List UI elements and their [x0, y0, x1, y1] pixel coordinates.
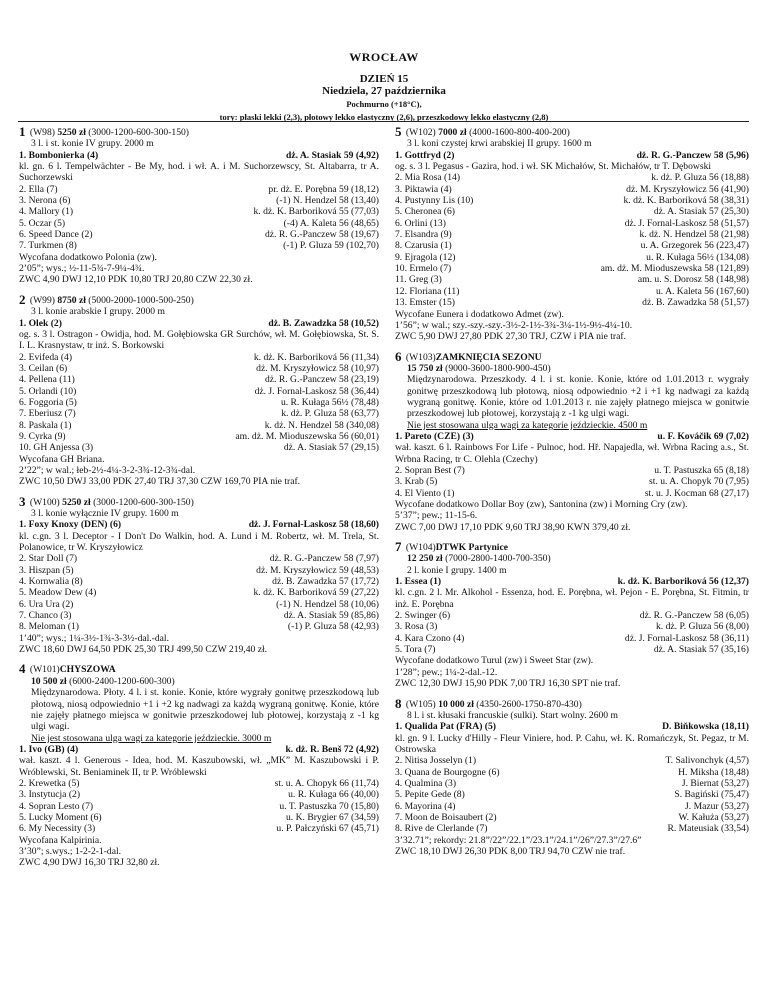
placing-row — [19, 565, 379, 576]
placing-row — [19, 408, 379, 419]
horse-name: 8. Paskala (1) — [19, 419, 72, 431]
race-name: DTWK Partynice — [435, 542, 508, 554]
result-text: ZWC 5,90 DWJ 27,80 PDK 27,30 TRJ, CZW i PIA nie traf. — [395, 331, 626, 343]
horse-name: 1. Olek (2) — [19, 317, 62, 329]
horse-name: 4. Mallory (1) — [19, 206, 74, 218]
jockey-weight-odds: dż. R. G.-Panczew 58 (19,67) — [264, 229, 379, 241]
placing-row — [19, 431, 379, 442]
jockey-weight-odds: k. dż. K. Barboriková 58 (38,31) — [623, 195, 749, 207]
horse-name: 6. Foggoria (5) — [19, 396, 77, 408]
race-code: (W102) — [405, 127, 436, 138]
horse-name: 5. Lucky Moment (6) — [19, 811, 102, 823]
placing-row — [395, 488, 749, 499]
winner-row — [395, 431, 749, 442]
winner-row — [395, 576, 749, 587]
horse-name: 6. Mayorina (4) — [395, 800, 456, 812]
race-prize: 8750 zł — [57, 294, 86, 306]
horse-name: 2. Nitisa Josselyn (1) — [395, 755, 477, 767]
horse-name: 5. Pepite Gede (8) — [395, 789, 465, 801]
winner-row — [19, 150, 379, 161]
race-prize-split: (4350-2600-1750-870-430) — [476, 698, 582, 710]
winner-row — [19, 744, 379, 755]
placing-row — [395, 240, 749, 251]
jockey-weight-odds: dż. B. Zawadzka 57 (17,72) — [272, 576, 379, 588]
result-text: wał. kaszt. 6 l. Rainbows For Life - Pulnoc, hod. Hř. Napajedla, wł. Wrbna Racing a.s., St. Wrbna Racing, tr C. Olehla (Czechy) — [395, 442, 749, 465]
horse-name: 3. Krab (5) — [395, 476, 438, 488]
jockey-weight-odds: am. dż. M. Mioduszewska 58 (121,89) — [600, 263, 749, 275]
left-column — [19, 126, 379, 877]
jockey-weight-odds: u. A. Grzegorek 56 (223,47) — [640, 240, 749, 252]
horse-name: 2. Krewetka (5) — [19, 777, 80, 789]
jockey-weight-odds: pr. dż. E. Porębna 59 (18,12) — [268, 183, 379, 195]
jockey-weight-odds: dż. R. G.-Panczew 58 (5,96) — [636, 149, 749, 161]
race-number: 2 — [19, 291, 26, 307]
placing-row — [395, 184, 749, 195]
race-prize: 5250 zł — [57, 127, 86, 138]
placing-row — [19, 621, 379, 632]
day-title: DZIEŃ 15 — [359, 73, 409, 85]
placing-row — [19, 195, 379, 206]
race-conditions: 8 l. i st. kłusaki francuskie (sulki). Start wolny. 2600 m — [407, 709, 618, 721]
jockey-weight-odds: J. Mazur (53,27) — [685, 800, 749, 812]
jockey-weight-odds: dż. J. Fornal-Laskosz 58 (36,44) — [254, 385, 379, 397]
horse-name: 3. Instytucja (2) — [19, 789, 81, 801]
race-description: Międzynarodowa. Przeszkody. 4 l. i st. konie. Konie, które od 1.01.2013 r. wygrały gonitwę przeszkodową lub płotową, niosą odpowiednio +2 i +1 kg nadwagi za każdą wygraną gonitwę. Konie, które od 1.01.2013 r. nie zajęły płatnego miejsca w gonitwie przeszkodowej lub płotowej, korzystają z -1 kg ulgi wagi. — [407, 374, 749, 420]
placing-row — [395, 286, 749, 297]
race-prize-split: (5000-2000-1000-500-250) — [88, 294, 194, 306]
placing-row — [19, 420, 379, 431]
jockey-weight-odds: dż. R. G.-Panczew 58 (6,05) — [639, 610, 749, 622]
race-description-note: Nie jest stosowana ulga wagi za kategorie jeździeckie. 3000 m — [31, 732, 272, 744]
result-text: ZWC 4,90 DWJ 16,30 TRJ 32,80 zł. — [19, 857, 160, 869]
jockey-weight-odds: k. dż. P. Gluza 58 (63,77) — [281, 408, 379, 420]
jockey-weight-odds: dż. B. Zawadzka 58 (51,57) — [642, 297, 749, 309]
result-text: 1’40”; wys.; 1¼-3½-1¾-3-3½-dal.-dal. — [19, 632, 170, 644]
jockey-weight-odds: u. R. Kułaga 56½ (134,08) — [646, 251, 749, 263]
horse-name: 1. Gottfryd (2) — [395, 149, 455, 161]
race-prize: 10 500 zł — [31, 675, 67, 687]
race-code: (W99) — [29, 294, 55, 306]
race-block — [19, 126, 379, 286]
jockey-weight-odds: dż. M. Kryszyłowicz 58 (10,97) — [256, 362, 379, 374]
race-description: Międzynarodowa. Płoty. 4 l. i st. konie. Konie, które wygrały gonitwę przeszkodową lub płotową, niosą odpowiednio +1 i +2 kg nadwagi za każdą wygraną gonitwę. Konie, które nie zajęły płatnego miejsca w gonitwie przeszkodowej lub płotowej, korzystają z -1 kg ulgi wagi. — [31, 687, 379, 733]
result-text: kl. gn. 6 l. Tempelwächter - Be My, hod. i wł. A. i M. Suchorzewscy, St. Altabarra, tr A. Suchorzewski — [19, 161, 379, 184]
race-block — [19, 493, 379, 656]
horse-name: 5. Meadow Dew (4) — [19, 587, 97, 599]
jockey-weight-odds: (-1) P. Gluza 58 (42,93) — [287, 621, 379, 633]
jockey-weight-odds: u. R. Kułaga 56½ (78,48) — [280, 396, 379, 408]
jockey-weight-odds: dż. J. Fornal-Laskosz 58 (18,60) — [248, 519, 379, 531]
race-number: 4 — [19, 661, 26, 677]
horse-name: 1. Bombonierka (4) — [19, 149, 99, 161]
horse-name: 11. Greg (3) — [395, 274, 442, 286]
race-code: (W105) — [405, 698, 436, 710]
result-text: 1’28”; pew.; 1¼-2-dal.-12. — [395, 666, 498, 678]
race-prize-split: (7000-2800-1400-700-350) — [445, 553, 551, 565]
race-header — [19, 663, 379, 687]
horse-name: 5. Orlandi (10) — [19, 385, 77, 397]
placing-row — [19, 374, 379, 385]
header-divider — [18, 121, 749, 122]
horse-name: 7. Elsandra (9) — [395, 229, 452, 241]
jockey-weight-odds: k. dż. N. Hendzel 58 (340,08) — [264, 419, 379, 431]
race-block — [19, 291, 379, 488]
horse-name: 4. Kornwalia (8) — [19, 576, 83, 588]
horse-name: 13. Emster (15) — [395, 297, 455, 309]
result-text: Wycofana Kalpirinia. — [19, 834, 102, 846]
horse-name: 10. GH Anjessa (3) — [19, 442, 94, 454]
placing-row — [395, 778, 749, 789]
horse-name: 1. Essea (1) — [395, 576, 442, 588]
placing-row — [19, 778, 379, 789]
jockey-weight-odds: st. u. A. Chopyk 66 (11,74) — [274, 777, 379, 789]
city-title: WROCŁAW — [349, 50, 419, 64]
placing-row — [395, 172, 749, 183]
horse-name: 12. Floriana (11) — [395, 285, 460, 297]
placing-row — [395, 644, 749, 655]
placing-row — [19, 599, 379, 610]
result-text: ZWC 4,90 DWJ 12,10 PDK 10,80 TRJ 20,80 CZW 22,30 zł. — [19, 274, 253, 286]
jockey-weight-odds: dż. A. Stasiak 57 (25,30) — [653, 206, 749, 218]
placing-row — [19, 587, 379, 598]
result-text: Wycofane Eunera i dodatkowo Admet (zw). — [395, 308, 564, 320]
placing-row — [395, 610, 749, 621]
horse-name: 9. Ejragola (12) — [395, 251, 456, 263]
horse-name: 6. Speed Dance (2) — [19, 229, 93, 241]
winner-row — [19, 519, 379, 530]
race-block — [395, 541, 749, 689]
race-number: 3 — [19, 493, 26, 509]
jockey-weight-odds: dż. J. Fornal-Laskosz 58 (36,11) — [624, 632, 749, 644]
placing-row — [395, 195, 749, 206]
result-text: kl. c.gn. 2 l. Mr. Alkohol - Essenza, hod. E. Porębna, wł. Pejon - E. Porębna, St. Fitmin, tr inż. E. Porębna — [395, 587, 749, 610]
tracks-line: tory: płaski lekki (2,3), płotowy lekko elastyczny (2,6), przeszkodowy lekko elastyczny (2,8) — [219, 112, 549, 122]
horse-name: 4. Sopran Lesto (7) — [19, 800, 94, 812]
race-header — [395, 695, 749, 711]
race-header — [395, 126, 749, 138]
horse-name: 4. Kara Czono (4) — [395, 632, 465, 644]
jockey-weight-odds: u. T. Pastuszka 70 (15,80) — [279, 800, 379, 812]
result-text: ZWC 7,00 DWJ 17,10 PDK 9,60 TRJ 38,90 KWN 379,40 zł. — [395, 521, 631, 533]
horse-name: 6. My Necessity (3) — [19, 823, 96, 835]
result-text: 1’56”; w wal.; szy.-szy.-szy.-3½-2-1½-3¾-3¼-1½-9½-4¼-10. — [395, 319, 633, 331]
race-prize: 5250 zł — [62, 496, 91, 508]
horse-name: 5. Tora (7) — [395, 644, 436, 656]
placing-row — [395, 263, 749, 274]
placing-row — [19, 823, 379, 834]
horse-name: 2. Evifeda (4) — [19, 351, 73, 363]
jockey-weight-odds: dż. M. Kryszyłowicz 56 (41,90) — [626, 183, 749, 195]
jockey-weight-odds: dż. B. Zawadzka 58 (10,52) — [268, 317, 379, 329]
horse-name: 9. Cyrka (9) — [19, 430, 66, 442]
race-block — [395, 126, 749, 343]
race-conditions: 3 l. konie arabskie I grupy. 2000 m — [31, 306, 165, 318]
result-text: 5’37”; pew.; 11-15-6. — [395, 510, 478, 522]
jockey-weight-odds: dż. A. Stasiak 57 (35,16) — [653, 644, 749, 656]
race-code: (W100) — [29, 496, 60, 508]
jockey-weight-odds: u. K. Brygier 67 (34,59) — [286, 811, 379, 823]
horse-name: 7. Turkmen (8) — [19, 240, 77, 252]
result-text: ZWC 10,50 DWJ 33,00 PDK 27,40 TRJ 37,30 CZW 169,70 PIA nie traf. — [19, 476, 301, 488]
race-block — [395, 348, 749, 534]
horse-name: 4. Pellena (11) — [19, 374, 75, 386]
placing-row — [395, 823, 749, 834]
race-prize-split: (4000-1600-800-400-200) — [469, 127, 570, 138]
jockey-weight-odds: (-1) P. Gluza 59 (102,70) — [283, 240, 379, 252]
winner-row — [395, 721, 749, 732]
horse-name: 7. Eberiusz (7) — [19, 408, 76, 420]
horse-name: 2. Mia Rosa (14) — [395, 172, 461, 184]
jockey-weight-odds: u. T. Pastuszka 65 (8,18) — [654, 464, 749, 476]
jockey-weight-odds: dż. M. Kryszyłowicz 59 (48,53) — [256, 564, 379, 576]
placing-row — [395, 297, 749, 308]
jockey-weight-odds: R. Mateusiak (33,54) — [667, 823, 749, 835]
race-header — [395, 348, 749, 375]
placing-row — [19, 184, 379, 195]
jockey-weight-odds: T. Salivonchyk (4,57) — [665, 755, 749, 767]
jockey-weight-odds: dż. A. Stasiak 59 (85,86) — [283, 610, 379, 622]
result-text: ZWC 12,30 DWJ 15,90 PDK 7,00 TRJ 16,30 SPT nie traf. — [395, 678, 621, 690]
jockey-weight-odds: u. R. Kułaga 66 (40,00) — [288, 789, 379, 801]
jockey-weight-odds: k. dż. P. Gluza 56 (8,00) — [656, 621, 749, 633]
race-header — [395, 541, 749, 565]
placing-row — [19, 240, 379, 251]
horse-name: 7. Moon de Boisaubert (2) — [395, 811, 497, 823]
horse-name: 8. Rive de Clerlande (7) — [395, 823, 488, 835]
placing-row — [19, 789, 379, 800]
right-column — [395, 126, 749, 865]
result-text: Wycofane dodatkowo Dollar Boy (zw), Santonina (zw) i Morning Cry (zw). — [395, 499, 688, 510]
jockey-weight-odds: (-1) N. Hendzel 58 (10,06) — [276, 598, 379, 610]
race-code: (W101) — [29, 664, 60, 676]
horse-name: 3. Nerona (6) — [19, 195, 71, 207]
horse-name: 4. Qualmina (3) — [395, 777, 457, 789]
weather-line: Pochmurno (+18°C), — [346, 99, 422, 109]
placing-row — [395, 755, 749, 766]
placing-row — [395, 252, 749, 263]
horse-name: 2. Ella (7) — [19, 183, 58, 195]
result-text: ZWC 18,10 DWJ 26,30 PDK 8,00 TRJ 94,70 CZW nie traf. — [395, 845, 626, 857]
placing-row — [19, 386, 379, 397]
placing-row — [19, 610, 379, 621]
placing-row — [19, 801, 379, 812]
jockey-weight-odds: dż. J. Fornal-Laskosz 58 (51,57) — [624, 217, 749, 229]
horse-name: 1. Pareto (CZE) (3) — [395, 430, 474, 442]
jockey-weight-odds: u. F. Kováčik 69 (7,02) — [657, 430, 749, 442]
horse-name: 6. Ura Ura (2) — [19, 598, 74, 610]
race-code: (W104) — [405, 542, 436, 554]
race-description-note: Nie jest stosowana ulga wagi za kategorie jeździeckie. 4500 m — [407, 419, 648, 431]
jockey-weight-odds: k. dż. K. Barboriková 56 (11,34) — [253, 351, 379, 363]
placing-row — [395, 218, 749, 229]
jockey-weight-odds: st. u. A. Chopyk 70 (7,95) — [649, 476, 749, 488]
result-text: Wycofana dodatkowo Polonia (zw). — [19, 251, 157, 263]
placing-row — [395, 274, 749, 285]
horse-name: 4. Pustynny Lis (10) — [395, 195, 474, 207]
jockey-weight-odds: D. Biňkowska (18,11) — [662, 721, 749, 733]
horse-name: 5. Cheronea (6) — [395, 206, 455, 218]
race-conditions: 3 l. koni czystej krwi arabskiej II grupy. 1600 m — [407, 138, 592, 150]
race-prize: 7000 zł — [438, 127, 467, 138]
horse-name: 2. Swinger (6) — [395, 610, 451, 622]
horse-name: 3. Rosa (3) — [395, 621, 438, 633]
placing-row — [395, 465, 749, 476]
placing-row — [395, 621, 749, 632]
jockey-weight-odds: k. dż. P. Gluza 56 (18,88) — [651, 172, 749, 184]
jockey-weight-odds: S. Bagiński (75,47) — [674, 789, 749, 801]
placing-row — [19, 812, 379, 823]
result-text: Wycofane dodatkowo Turul (zw) i Sweet Star (zw). — [395, 655, 594, 667]
jockey-weight-odds: J. Biernat (53,27) — [681, 777, 749, 789]
jockey-weight-odds: u. A. Kaleta 56 (167,60) — [656, 285, 749, 297]
horse-name: 3. Ceilan (6) — [19, 362, 68, 374]
result-text: og. s. 3 l. Ostragon - Owidja, hod. M. Gołębiowska GR Surchów, wł. M. Gołębiowska, St. S. I. L. Krasnystaw, tr inż. S. Borkowski — [19, 328, 379, 352]
placing-row — [395, 789, 749, 800]
horse-name: 1. Foxy Knoxy (DEN) (6) — [19, 519, 122, 531]
placing-row — [19, 397, 379, 408]
race-prize: 10 000 zł — [438, 698, 474, 710]
horse-name: 1. Qualida Pat (FRA) (5) — [395, 721, 496, 733]
race-block — [19, 663, 379, 868]
horse-name: 8. Meloman (1) — [19, 621, 79, 633]
result-text: ZWC 18,60 DWJ 64,50 PDK 25,30 TRJ 499,50 CZW 219,40 zł. — [19, 644, 268, 656]
race-number: 1 — [19, 124, 26, 139]
jockey-weight-odds: k. dż. R. Benš 72 (4,92) — [285, 743, 379, 755]
placing-row — [395, 229, 749, 240]
result-text: wał. kaszt. 4 l. Generous - Idea, hod. M. Kaszubowski, wł. „MK” M. Kaszubowski i P. Wróblewski, St. Beniaminek II, tr P. Wróblewski — [19, 755, 379, 778]
placing-row — [395, 476, 749, 487]
jockey-weight-odds: u. P. Pałczyński 67 (45,71) — [276, 823, 379, 835]
horse-name: 2. Sopran Best (7) — [395, 464, 465, 476]
jockey-weight-odds: k. dż. N. Hendzel 58 (21,98) — [639, 229, 749, 241]
jockey-weight-odds: dż. A. Stasiak 59 (4,92) — [285, 149, 379, 161]
race-conditions: 3 l. i st. konie IV grupy. 2000 m — [31, 138, 154, 150]
page-header — [0, 48, 768, 123]
race-prize-split: (3000-1200-600-300-150) — [93, 496, 194, 508]
jockey-weight-odds: (-4) A. Kaleta 56 (48,65) — [283, 217, 379, 229]
placing-row — [395, 767, 749, 778]
jockey-weight-odds: am. dż. M. Mioduszewska 56 (60,01) — [235, 430, 379, 442]
horse-name: 7. Chanco (3) — [19, 610, 72, 622]
jockey-weight-odds: H. Miksha (18,48) — [678, 766, 749, 778]
race-code: (W98) — [29, 127, 55, 138]
result-text: 3’32.71”; rekordy: 21.8”/22”/22.1”/23.1”/24.1”/26”/27.3”/27.6” — [395, 834, 642, 846]
race-code: (W103) — [405, 351, 436, 363]
race-block — [395, 695, 749, 858]
jockey-weight-odds: dż. R. G.-Panczew 58 (7,97) — [269, 553, 379, 565]
race-number: 7 — [395, 539, 402, 555]
placing-row — [19, 352, 379, 363]
race-header — [19, 126, 379, 138]
race-name: CHYSZOWA — [59, 664, 116, 676]
jockey-weight-odds: k. dż. K. Barboriková 59 (27,22) — [253, 587, 379, 599]
race-conditions: 2 l. konie I grupy. 1400 m — [407, 564, 507, 576]
placing-row — [19, 363, 379, 374]
placing-row — [19, 553, 379, 564]
race-prize-split: (9000-3600-1800-900-450) — [445, 362, 551, 374]
result-text: 2’22”; w wal.; łeb-2½-4¼-3-2-3¾-12-3¾-dal. — [19, 464, 196, 476]
winner-row — [19, 318, 379, 329]
jockey-weight-odds: st. u. J. Kocman 68 (27,17) — [644, 487, 749, 499]
placing-row — [395, 206, 749, 217]
race-header — [19, 493, 379, 509]
placing-row — [395, 801, 749, 812]
placing-row — [19, 576, 379, 587]
placing-row — [395, 812, 749, 823]
horse-name: 3. Piktawia (4) — [395, 183, 452, 195]
race-name: ZAMKNIĘCIA SEZONU — [435, 351, 542, 363]
placing-row — [19, 229, 379, 240]
placing-row — [19, 442, 379, 453]
jockey-weight-odds: am. u. S. Dorosz 58 (148,98) — [637, 274, 749, 286]
horse-name: 3. Quana de Bourgogne (6) — [395, 766, 500, 778]
horse-name: 4. El Viento (1) — [395, 487, 455, 499]
jockey-weight-odds: k. dż. K. Barboriková 55 (77,03) — [253, 206, 379, 218]
jockey-weight-odds: dż. A. Stasiak 57 (29,15) — [283, 442, 379, 454]
result-text: kl. c.gn. 3 l. Deceptor - I Don't Do Walkin, hod. A. Lund i M. Robertz, wł. M. Trela, St. Polanowice, tr W. Kryszyłowicz — [19, 530, 379, 554]
horse-name: 10. Ermelo (7) — [395, 263, 452, 275]
race-number: 6 — [395, 348, 402, 364]
race-prize: 12 250 zł — [407, 553, 443, 565]
placing-row — [19, 218, 379, 229]
race-prize-split: (3000-1200-600-300-150) — [88, 127, 189, 138]
race-number: 8 — [395, 695, 402, 711]
result-text: 3’30”; s.wys.; 1-2-2-1-dal. — [19, 845, 122, 857]
race-prize-split: (6000-2400-1200-600-300) — [69, 675, 175, 687]
jockey-weight-odds: dż. R. G.-Panczew 58 (23,19) — [264, 374, 379, 386]
jockey-weight-odds: (-1) N. Hendzel 58 (13,40) — [276, 195, 379, 207]
race-prize: 15 750 zł — [407, 362, 443, 374]
horse-name: 5. Oczar (5) — [19, 217, 66, 229]
horse-name: 6. Orlini (13) — [395, 217, 446, 229]
result-text: Wycofana GH Briana. — [19, 453, 105, 465]
race-conditions: 3 l. konie wyłącznie IV grupy. 1600 m — [31, 508, 179, 519]
horse-name: 2. Star Doll (7) — [19, 553, 78, 565]
placing-row — [19, 206, 379, 217]
winner-row — [395, 150, 749, 161]
result-text: og. s. 3 l. Pegasus - Gazira, hod. i wł. SK Michałów, St. Michałów, tr T. Dębowski — [395, 161, 712, 173]
horse-name: 1. Ivo (GB) (4) — [19, 743, 79, 755]
race-number: 5 — [395, 124, 402, 139]
jockey-weight-odds: W. Kałuża (53,27) — [678, 811, 749, 823]
result-text: kl. gn. 9 l. Lucky d'Hilly - Fleur Viniere, hod. P. Cahu, wł. K. Romańczyk, St. Pegaz, tr M. Ostrowska — [395, 732, 749, 755]
placing-row — [395, 633, 749, 644]
jockey-weight-odds: k. dż. K. Barboriková 56 (12,37) — [617, 576, 749, 588]
horse-name: 8. Czarusia (1) — [395, 240, 452, 252]
horse-name: 3. Hiszpan (5) — [19, 564, 74, 576]
date-title: Niedziela, 27 października — [322, 85, 446, 97]
result-text: 2’05”; wys.; ½-11-5¾-7-9¼-4¾. — [19, 263, 145, 275]
race-header — [19, 291, 379, 307]
